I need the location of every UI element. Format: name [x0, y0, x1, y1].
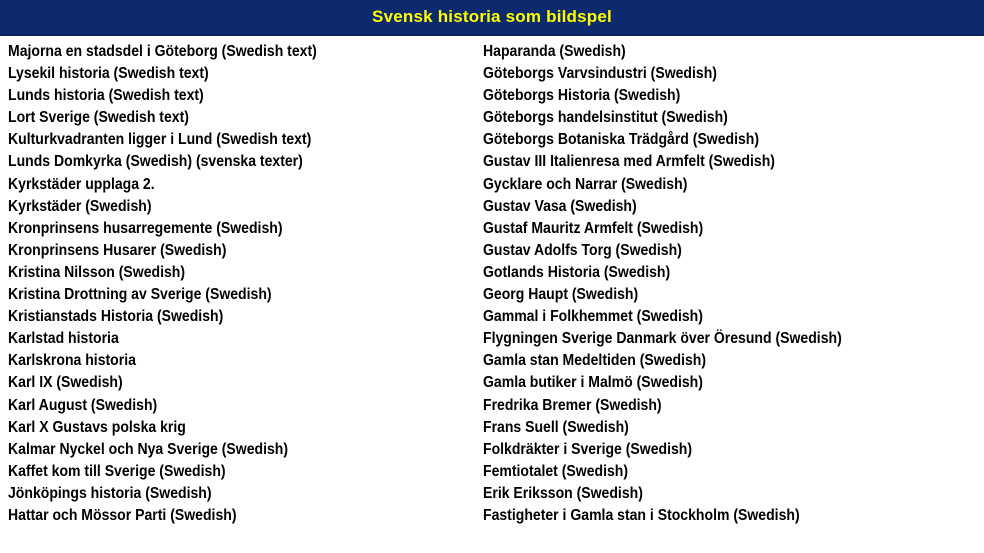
list-item-link[interactable]: Kristianstads Historia (Swedish) — [8, 308, 224, 326]
list-item-link[interactable]: Gustav Vasa (Swedish) — [483, 197, 637, 215]
list-item-link[interactable]: Karlstad historia — [8, 330, 119, 348]
list-item-link[interactable]: Kyrkstäder (Swedish) — [8, 197, 152, 215]
list-item-link[interactable]: Gotlands Historia (Swedish) — [483, 263, 671, 281]
list-item-link[interactable]: Lort Sverige (Swedish text) — [8, 109, 189, 127]
list-item-link[interactable]: Karl IX (Swedish) — [8, 374, 123, 392]
list-item-link[interactable]: Kristina Nilsson (Swedish) — [8, 263, 186, 281]
list-item-link[interactable]: Göteborgs handelsinstitut (Swedish) — [483, 109, 728, 127]
list-item-link[interactable]: Fastigheter i Gamla stan i Stockholm (Swedish) — [483, 506, 800, 524]
list-item-link[interactable]: Gycklare och Narrar (Swedish) — [483, 175, 688, 193]
list-item-link[interactable]: Kulturkvadranten ligger i Lund (Swedish text) — [8, 131, 312, 149]
list-item-link[interactable]: Gustav Adolfs Torg (Swedish) — [483, 241, 682, 259]
list-item-link[interactable]: Kaffet kom till Sverige (Swedish) — [8, 462, 226, 480]
list-item-link[interactable]: Göteborgs Varvsindustri (Swedish) — [483, 65, 717, 83]
list-item-link[interactable]: Kronprinsens Husarer (Swedish) — [8, 241, 227, 259]
right-link-list — [483, 41, 978, 527]
list-item-link[interactable]: Haparanda (Swedish) — [483, 43, 626, 60]
page-title: Svensk historia som bildspel — [372, 7, 612, 26]
list-item-link[interactable]: Lunds Domkyrka (Swedish) (svenska texter) — [8, 153, 303, 171]
list-item-link[interactable]: Fredrika Bremer (Swedish) — [483, 396, 662, 414]
list-item-link[interactable]: Kyrkstäder upplaga 2. — [8, 175, 155, 193]
list-item-link[interactable]: Gamla butiker i Malmö (Swedish) — [483, 374, 703, 392]
list-item-link[interactable]: Göteborgs Botaniska Trädgård (Swedish) — [483, 131, 760, 149]
list-item-link[interactable]: Kalmar Nyckel och Nya Sverige (Swedish) — [8, 440, 289, 458]
left-link-list — [8, 41, 476, 527]
list-item-link[interactable]: Folkdräkter i Sverige (Swedish) — [483, 440, 693, 458]
list-item-link[interactable]: Jönköpings historia (Swedish) — [8, 484, 212, 502]
list-item-link[interactable]: Gustaf Mauritz Armfelt (Swedish) — [483, 219, 704, 237]
list-item-link[interactable]: Karl August (Swedish) — [8, 396, 158, 414]
list-item-link[interactable]: Georg Haupt (Swedish) — [483, 286, 639, 304]
list-item-link[interactable]: Gustav III Italienresa med Armfelt (Swedish) — [483, 153, 775, 171]
list-item-link[interactable]: Karl X Gustavs polska krig — [8, 418, 186, 436]
list-item-link[interactable]: Göteborgs Historia (Swedish) — [483, 87, 681, 105]
list-item-link[interactable]: Majorna en stadsdel i Göteborg (Swedish text) — [8, 43, 317, 60]
list-item-link[interactable]: Gammal i Folkhemmet (Swedish) — [483, 308, 703, 326]
list-item-link[interactable]: Frans Suell (Swedish) — [483, 418, 629, 436]
list-item-link[interactable]: Lunds historia (Swedish text) — [8, 87, 204, 105]
list-item-link[interactable]: Lysekil historia (Swedish text) — [8, 65, 209, 83]
list-item-link[interactable]: Femtiotalet (Swedish) — [483, 462, 629, 480]
list-item-link[interactable]: Kronprinsens husarregemente (Swedish) — [8, 219, 283, 237]
list-item-link[interactable]: Kristina Drottning av Sverige (Swedish) — [8, 286, 272, 304]
list-item-link[interactable]: Gamla stan Medeltiden (Swedish) — [483, 352, 707, 370]
list-item-link[interactable]: Erik Eriksson (Swedish) — [483, 484, 643, 502]
header-banner — [0, 0, 984, 36]
list-item-link[interactable]: Flygningen Sverige Danmark över Öresund (Swedish) — [483, 330, 842, 348]
list-item-link[interactable]: Hattar och Mössor Parti (Swedish) — [8, 506, 237, 524]
list-item-link[interactable]: Karlskrona historia — [8, 352, 136, 370]
